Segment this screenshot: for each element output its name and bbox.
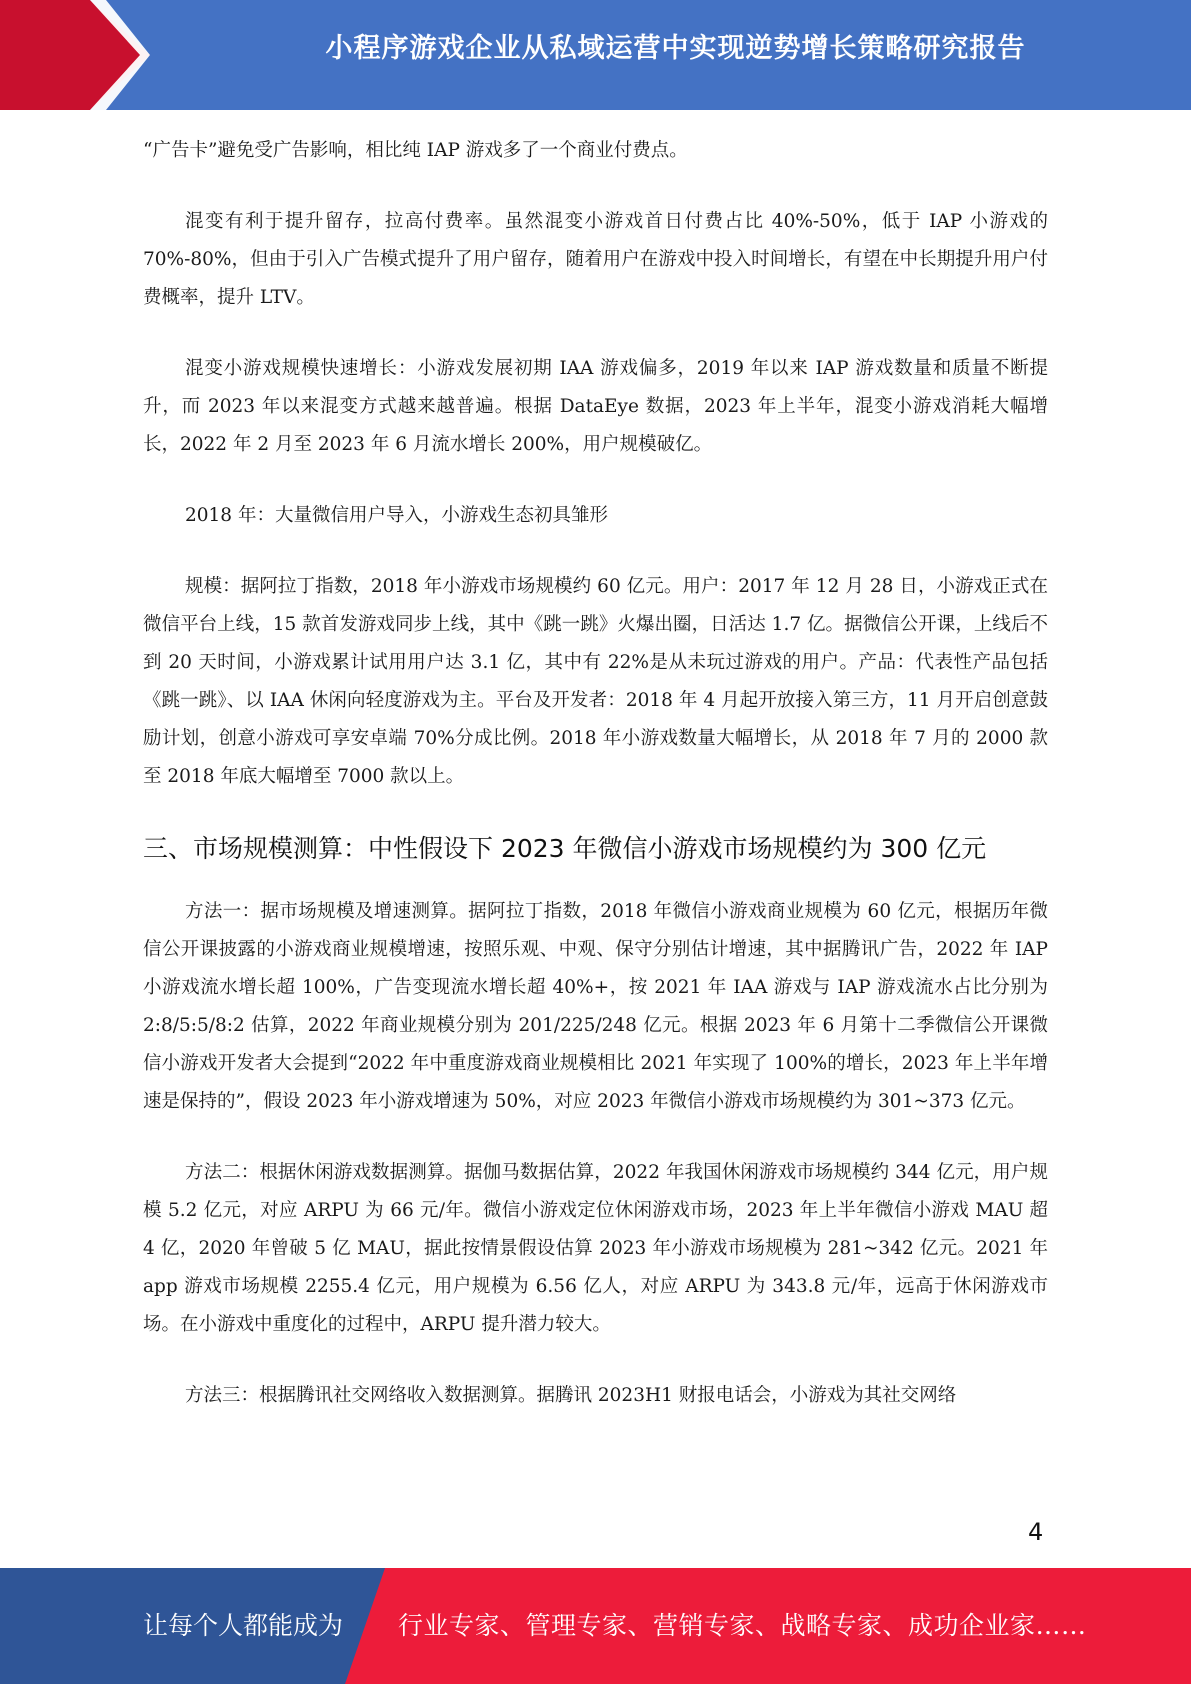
- footer-slogan-right: 行业专家、管理专家、营销专家、战略专家、成功企业家……: [398, 1611, 1087, 1640]
- paragraph-subheading: 2018 年：大量微信用户导入，小游戏生态初具雏形: [185, 505, 608, 526]
- paragraph: “广告卡”避免受广告影响，相比纯 IAP 游戏多了一个商业付费点。: [143, 140, 688, 161]
- section-heading: 三、市场规模测算：中性假设下 2023 年微信小游戏市场规模约为 300 亿元: [143, 834, 987, 863]
- paragraph: 混变小游戏规模快速增长：小游戏发展初期 IAA 游戏偏多，2019 年以来 IAP 游戏数量和质量不断提升，而 2023 年以来混变方式越来越普遍。根据 DataEye 数据，2023 年上半年，混变小游戏消耗大幅增长，2022 年 2 月至 2023 年 6 月流水增长 200%，用户规模破亿。: [143, 358, 1048, 455]
- paragraph: 混变有利于提升留存，拉高付费率。虽然混变小游戏首日付费占比 40%-50%，低于 IAP 小游戏的 70%-80%，但由于引入广告模式提升了用户留存，随着用户在游戏中投入时间增长，有望在中长期提升用户付费概率，提升 LTV。: [143, 211, 1048, 308]
- method-paragraph: 方法三：根据腾讯社交网络收入数据测算。据腾讯 2023H1 财报电话会，小游戏为其社交网络: [185, 1385, 957, 1406]
- red-chevron-decoration: [0, 0, 150, 110]
- method-paragraph: 方法一：据市场规模及增速测算。据阿拉丁指数，2018 年微信小游戏商业规模为 60 亿元，根据历年微信公开课披露的小游戏商业规模增速，按照乐观、中观、保守分别估计增速，其中据腾讯广告，2022 年 IAP 小游戏流水增长超 100%，广告变现流水增长超 40%+，按 2021 年 IAA 游戏与 IAP 游戏流水占比分别为 2:8/5:5/8:2 估算，2022 年商业规模分别为 201/225/248 亿元。根据 2023 年 6 月第十二季微信公开课微信小游戏开发者大会提到“2022 年中重度游戏商业规模相比 2021 年实现了 100%的增长，2023 年上半年增速是保持的”，假设 2023 年小游戏增速为 50%，对应 2023 年微信小游戏市场规模约为 301~373 亿元。: [143, 901, 1048, 1112]
- page-number: 4: [1028, 1518, 1044, 1546]
- footer-banner: [0, 1568, 1191, 1684]
- document-title: 小程序游戏企业从私域运营中实现逆势增长策略研究报告: [325, 33, 1026, 64]
- method-paragraph: 方法二：根据休闲游戏数据测算。据伽马数据估算，2022 年我国休闲游戏市场规模约 344 亿元，用户规模 5.2 亿元，对应 ARPU 为 66 元/年。微信小游戏定位休闲游戏市场，2023 年上半年微信小游戏 MAU 超 4 亿，2020 年曾破 5 亿 MAU，据此按情景假设估算 2023 年小游戏市场规模为 281~342 亿元。2021 年 app 游戏市场规模 2255.4 亿元，用户规模为 6.56 亿人，对应 ARPU 为 343.8 元/年，远高于休闲游戏市场。在小游戏中重度化的过程中，ARPU 提升潜力较大。: [143, 1162, 1048, 1335]
- footer-slogan-left: 让每个人都能成为: [143, 1611, 344, 1640]
- header-banner: [0, 0, 1191, 110]
- paragraph: 规模：据阿拉丁指数，2018 年小游戏市场规模约 60 亿元。用户：2017 年 12 月 28 日，小游戏正式在微信平台上线，15 款首发游戏同步上线，其中《跳一跳》火爆出圈，日活达 1.7 亿。据微信公开课，上线后不到 20 天时间，小游戏累计试用用户达 3.1 亿，其中有 22%是从未玩过游戏的用户。产品：代表性产品包括《跳一跳》、以 IAA 休闲向轻度游戏为主。平台及开发者：2018 年 4 月起开放接入第三方，11 月开启创意鼓励计划，创意小游戏可享安卓端 70%分成比例。2018 年小游戏数量大幅增长，从 2018 年 7 月的 2000 款至 2018 年底大幅增至 7000 款以上。: [143, 576, 1048, 787]
- document-body: [143, 132, 1048, 1448]
